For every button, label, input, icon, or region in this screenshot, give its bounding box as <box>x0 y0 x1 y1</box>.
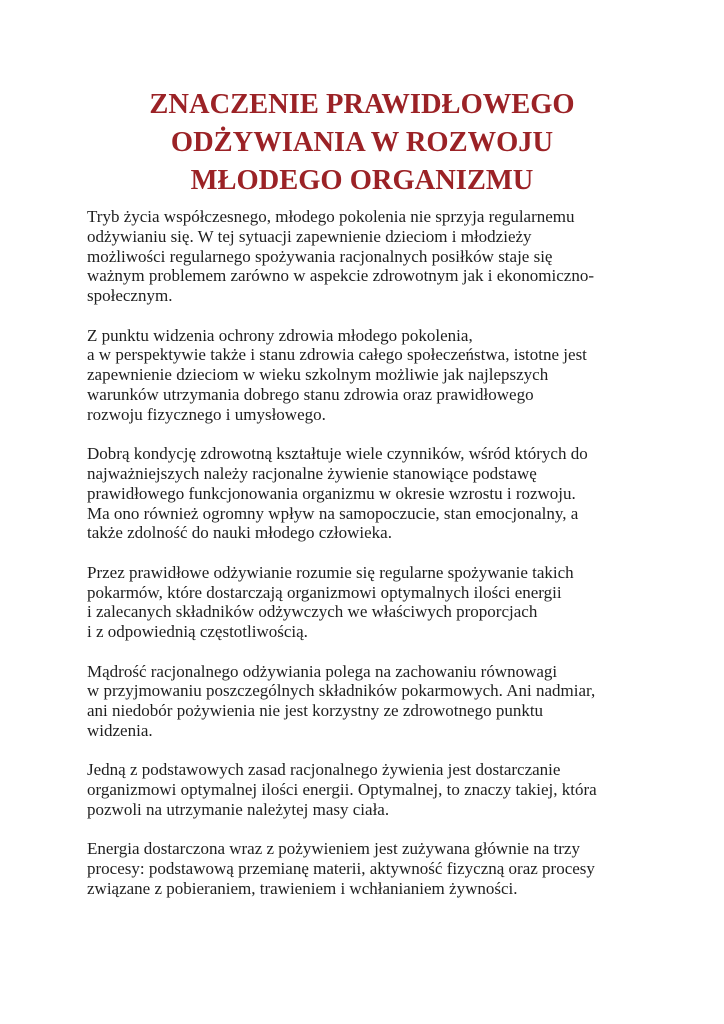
text-line: możliwości regularnego spożywania racjonalnych posiłków staje się <box>87 246 553 266</box>
title-line: MŁODEGO ORGANIZMU <box>190 165 534 196</box>
text-line: odżywianiu się. W tej sytuacji zapewnienie dzieciom i młodzieży <box>87 226 532 246</box>
text-line: ani niedobór pożywienia nie jest korzystny ze zdrowotnego punktu <box>87 701 544 721</box>
text-line: Dobrą kondycję zdrowotną kształtuje wiele czynników, wśród których do <box>87 444 588 464</box>
paragraph-5 <box>87 662 647 741</box>
title-line: ODŻYWIANIA W ROZWOJU <box>170 127 554 158</box>
paragraph-2 <box>87 326 647 425</box>
text-line: i zalecanych składników odżywczych we właściwych proporcjach <box>87 602 538 622</box>
text-line: rozwoju fizycznego i umysłowego. <box>87 404 326 424</box>
document-body <box>87 207 647 918</box>
text-line: i z odpowiednią częstotliwością. <box>87 622 308 642</box>
title-line: ZNACZENIE PRAWIDŁOWEGO <box>149 89 575 120</box>
text-line: Jedną z podstawowych zasad racjonalnego żywienia jest dostarczanie <box>87 760 561 780</box>
text-line: widzenia. <box>87 720 153 740</box>
text-line: społecznym. <box>87 286 173 306</box>
document-title <box>60 86 664 200</box>
text-line: warunków utrzymania dobrego stanu zdrowia oraz prawidłowego <box>87 384 534 404</box>
paragraph-4 <box>87 563 647 642</box>
paragraph-3 <box>87 444 647 543</box>
text-line: Ma ono również ogromny wpływ na samopoczucie, stan emocjonalny, a <box>87 503 579 523</box>
text-line: a w perspektywie także i stanu zdrowia całego społeczeństwa, istotne jest <box>87 345 587 365</box>
text-line: ważnym problemem zarówno w aspekcie zdrowotnym jak i ekonomiczno- <box>87 266 595 286</box>
text-line: procesy: podstawową przemianę materii, aktywność fizyczną oraz procesy <box>87 859 595 879</box>
text-line: Mądrość racjonalnego odżywiania polega na zachowaniu równowagi <box>87 661 558 681</box>
text-line: Przez prawidłowe odżywianie rozumie się regularne spożywanie takich <box>87 562 574 582</box>
text-line: zapewnienie dzieciom w wieku szkolnym możliwie jak najlepszych <box>87 365 549 385</box>
text-line: najważniejszych należy racjonalne żywienie stanowiące podstawę <box>87 463 537 483</box>
text-line: pozwoli na utrzymanie należytej masy ciała. <box>87 799 390 819</box>
text-line: Z punktu widzenia ochrony zdrowia młodego pokolenia, <box>87 325 473 345</box>
text-line: pokarmów, które dostarczają organizmowi optymalnych ilości energii <box>87 582 562 602</box>
text-line: w przyjmowaniu poszczególnych składników pokarmowych. Ani nadmiar, <box>87 681 596 701</box>
text-line: Tryb życia współczesnego, młodego pokolenia nie sprzyja regularnemu <box>87 207 575 226</box>
paragraph-6 <box>87 760 647 819</box>
paragraph-7 <box>87 839 647 898</box>
paragraph-1 <box>87 207 647 306</box>
text-line: także zdolność do nauki młodego człowieka. <box>87 523 392 543</box>
text-line: Energia dostarczona wraz z pożywieniem jest zużywana głównie na trzy <box>87 839 580 859</box>
text-line: prawidłowego funkcjonowania organizmu w okresie wzrostu i rozwoju. <box>87 483 576 503</box>
text-line: organizmowi optymalnej ilości energii. Optymalnej, to znaczy takiej, która <box>87 780 597 800</box>
text-line: związane z pobieraniem, trawieniem i wchłanianiem żywności. <box>87 878 518 898</box>
